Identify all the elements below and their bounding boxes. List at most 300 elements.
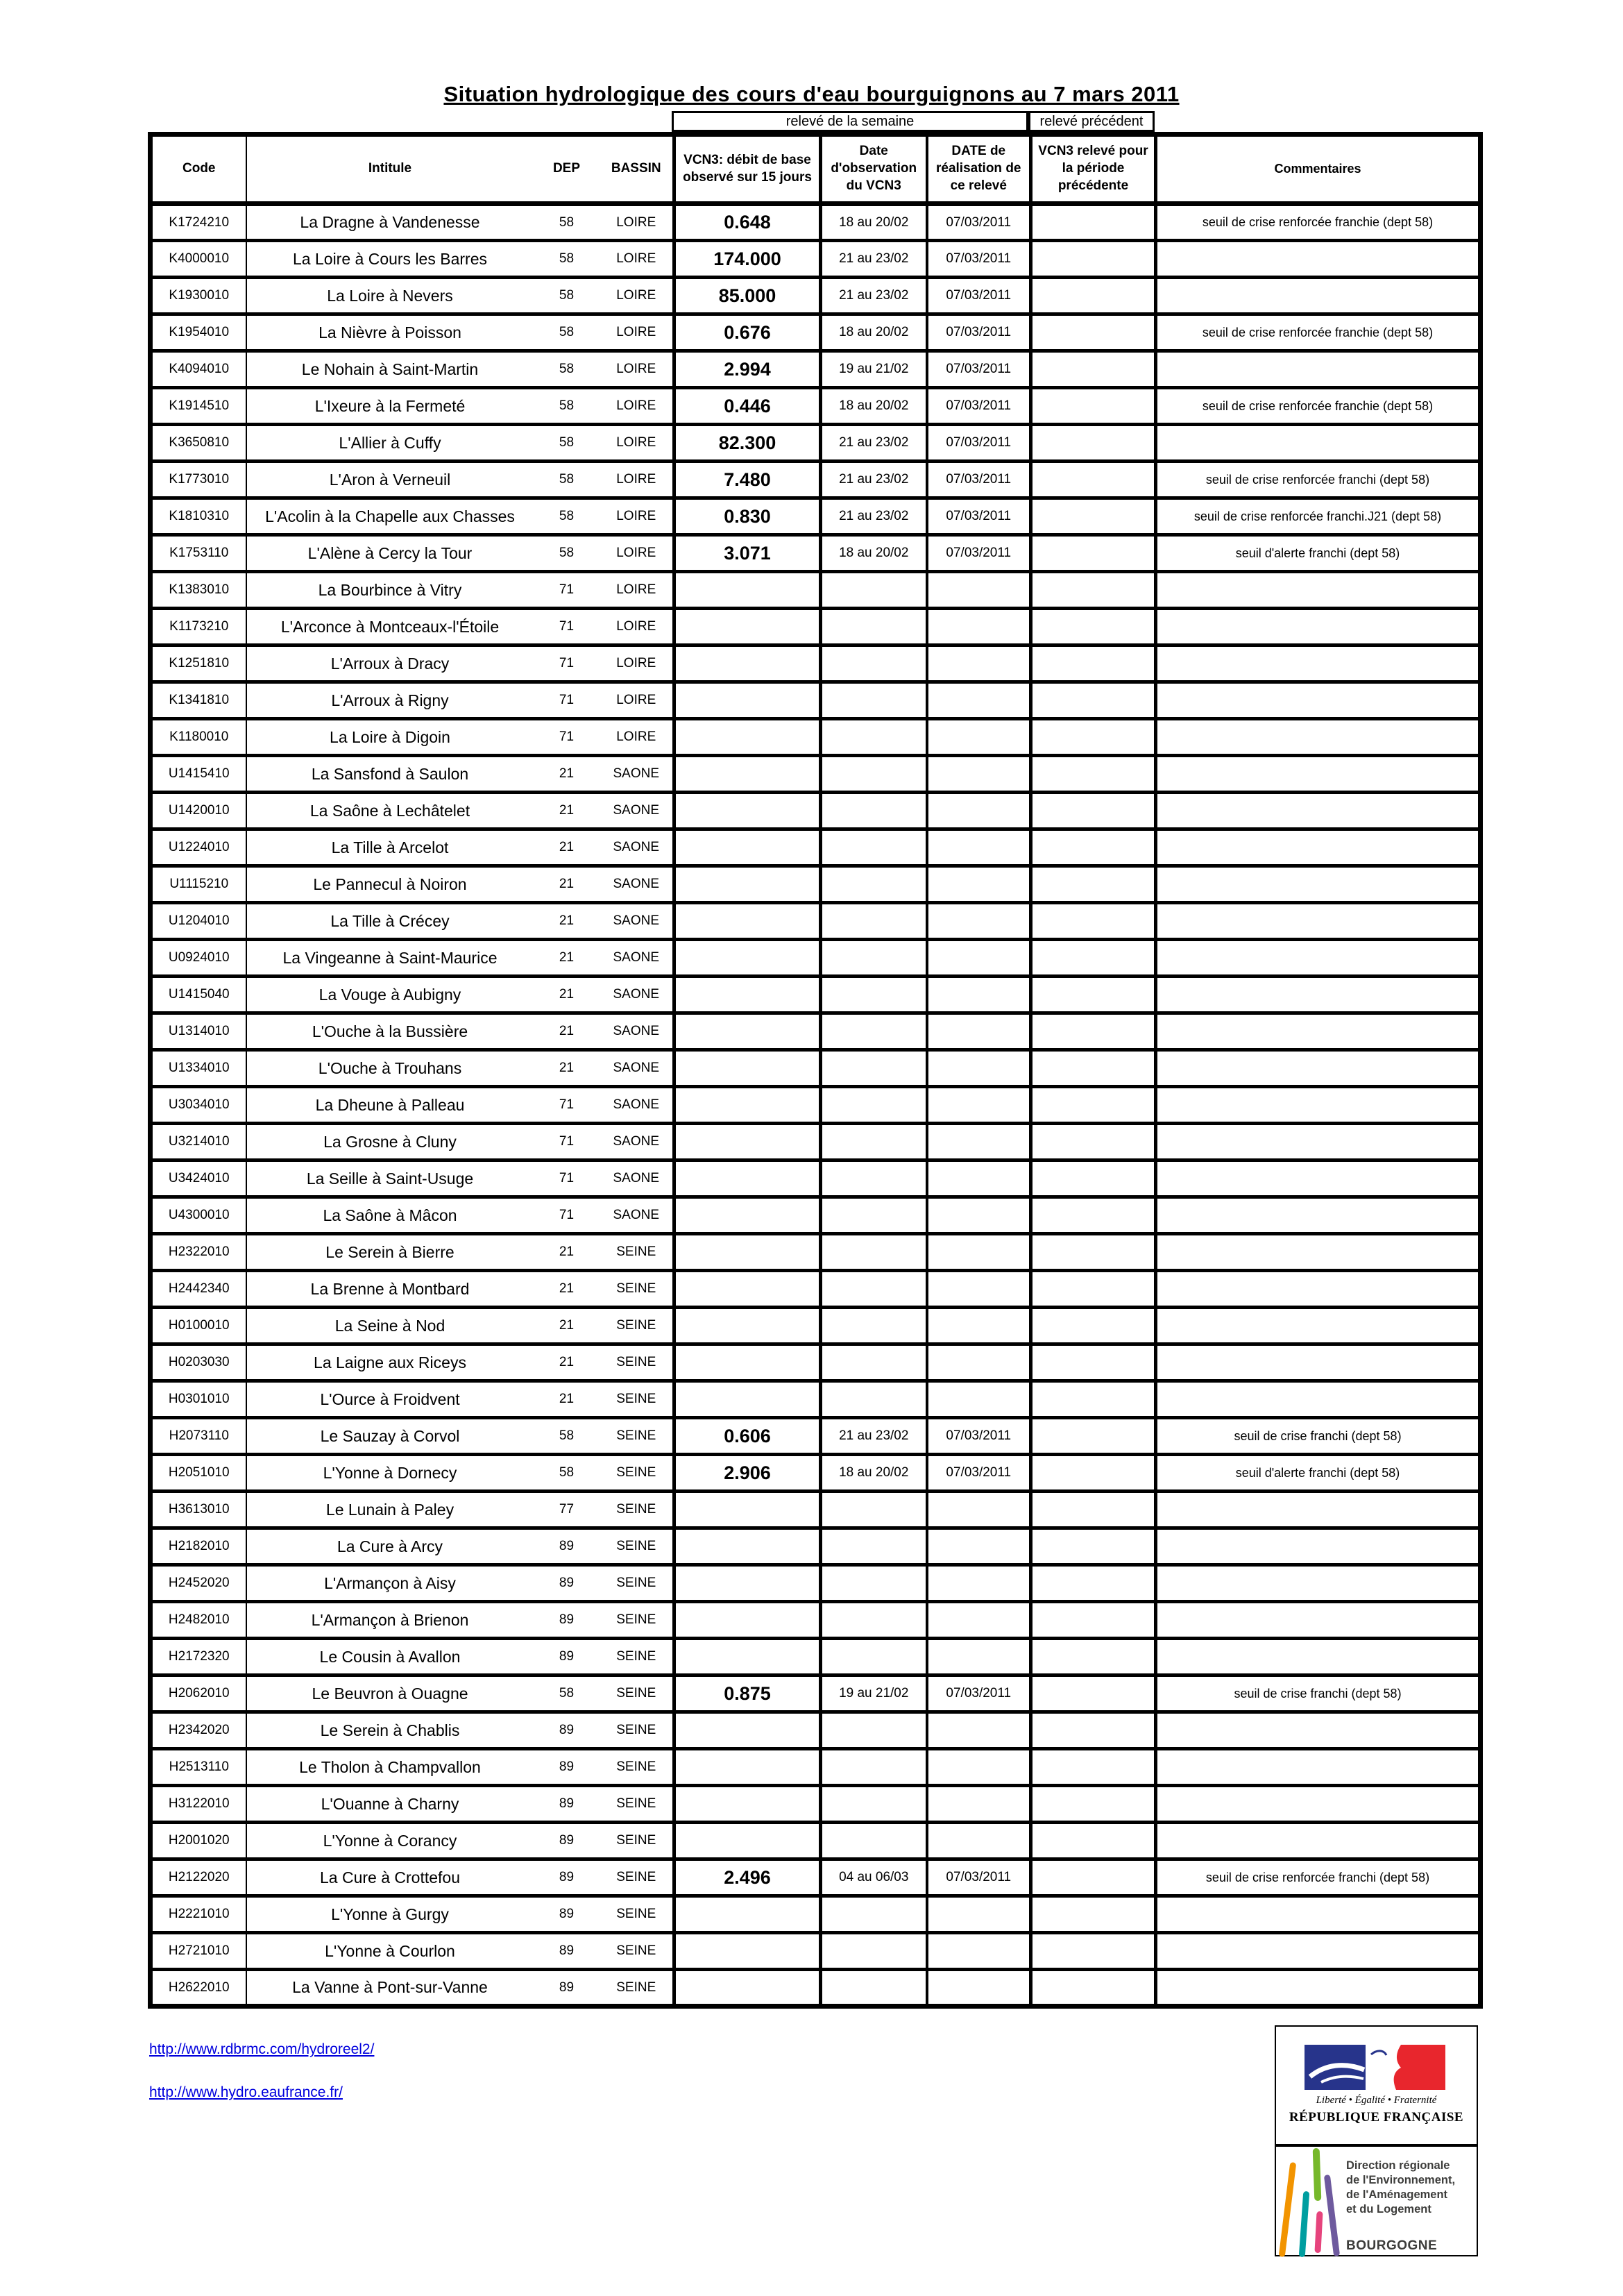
cell-dobs xyxy=(821,682,927,719)
cell-comment xyxy=(1156,1565,1481,1602)
cell-dobs xyxy=(821,1381,927,1418)
cell-dobs: 21 au 23/02 xyxy=(821,278,927,314)
cell-comment xyxy=(1156,351,1481,388)
cell-prev xyxy=(1031,1565,1156,1602)
cell-bassin: LOIRE xyxy=(600,462,674,498)
cell-intitule: La Nièvre à Poisson xyxy=(246,314,534,351)
cell-comment xyxy=(1156,1786,1481,1823)
cell-dobs xyxy=(821,1786,927,1823)
cell-bassin: SAONE xyxy=(600,1197,674,1234)
cell-vcn3: 0.648 xyxy=(674,204,821,241)
cell-bassin: SEINE xyxy=(600,1786,674,1823)
cell-bassin: SAONE xyxy=(600,1087,674,1124)
cell-code: H2442340 xyxy=(151,1271,246,1308)
cell-prev xyxy=(1031,351,1156,388)
cell-prev xyxy=(1031,1712,1156,1749)
table-row xyxy=(151,609,1481,645)
cell-dep: 71 xyxy=(534,682,600,719)
table-row xyxy=(151,756,1481,793)
cell-intitule: L'Ouanne à Charny xyxy=(246,1786,534,1823)
cell-dobs: 19 au 21/02 xyxy=(821,351,927,388)
dreal-title-line2: de l'Environnement, xyxy=(1346,2174,1456,2186)
cell-comment xyxy=(1156,1197,1481,1234)
cell-dreal xyxy=(927,1308,1031,1344)
cell-prev xyxy=(1031,793,1156,829)
cell-comment xyxy=(1156,1050,1481,1087)
table-row xyxy=(151,278,1481,314)
cell-code: K1914510 xyxy=(151,388,246,425)
cell-dep: 21 xyxy=(534,1050,600,1087)
cell-dreal xyxy=(927,829,1031,866)
cell-dep: 71 xyxy=(534,1124,600,1160)
cell-intitule: Le Cousin à Avallon xyxy=(246,1639,534,1675)
cell-dreal xyxy=(927,866,1031,903)
cell-intitule: Le Tholon à Champvallon xyxy=(246,1749,534,1786)
cell-intitule: L'Armançon à Aisy xyxy=(246,1565,534,1602)
dreal-region: BOURGOGNE xyxy=(1346,2238,1438,2253)
cell-dep: 21 xyxy=(534,977,600,1013)
cell-bassin: SEINE xyxy=(600,1749,674,1786)
cell-bassin: SEINE xyxy=(600,1823,674,1859)
col-header-intitule: Intitule xyxy=(246,135,534,204)
cell-bassin: SAONE xyxy=(600,1013,674,1050)
cell-prev xyxy=(1031,1786,1156,1823)
cell-vcn3: 2.906 xyxy=(674,1455,821,1492)
cell-prev xyxy=(1031,1639,1156,1675)
cell-prev xyxy=(1031,1308,1156,1344)
cell-comment: seuil de crise franchi (dept 58) xyxy=(1156,1675,1481,1712)
cell-dep: 58 xyxy=(534,462,600,498)
cell-dep: 58 xyxy=(534,351,600,388)
cell-intitule: La Loire à Digoin xyxy=(246,719,534,756)
cell-dep: 21 xyxy=(534,903,600,940)
cell-comment xyxy=(1156,609,1481,645)
cell-code: H2122020 xyxy=(151,1859,246,1896)
cell-vcn3: 2.496 xyxy=(674,1859,821,1896)
dreal-bar-teal-icon xyxy=(1299,2191,1310,2257)
cell-dobs xyxy=(821,1528,927,1565)
cell-vcn3 xyxy=(674,1197,821,1234)
table-row xyxy=(151,314,1481,351)
cell-vcn3 xyxy=(674,1013,821,1050)
col-header-vcn3-precedent: VCN3 relevé pour la période précédente xyxy=(1031,135,1156,204)
dreal-bourgogne-logo xyxy=(1275,2145,1478,2256)
cell-bassin: SAONE xyxy=(600,1124,674,1160)
cell-prev xyxy=(1031,940,1156,977)
cell-code: K1930010 xyxy=(151,278,246,314)
cell-intitule: La Dheune à Palleau xyxy=(246,1087,534,1124)
cell-dreal xyxy=(927,1565,1031,1602)
table-row xyxy=(151,425,1481,462)
cell-dreal xyxy=(927,793,1031,829)
cell-code: H2073110 xyxy=(151,1418,246,1455)
cell-vcn3: 0.606 xyxy=(674,1418,821,1455)
cell-dobs xyxy=(821,1197,927,1234)
cell-intitule: L'Arroux à Rigny xyxy=(246,682,534,719)
cell-prev xyxy=(1031,572,1156,609)
cell-dreal: 07/03/2011 xyxy=(927,204,1031,241)
cell-dreal xyxy=(927,1013,1031,1050)
cell-vcn3 xyxy=(674,793,821,829)
cell-dep: 89 xyxy=(534,1786,600,1823)
table-row xyxy=(151,1308,1481,1344)
cell-dreal xyxy=(927,1896,1031,1933)
cell-code: U1314010 xyxy=(151,1013,246,1050)
cell-vcn3 xyxy=(674,1639,821,1675)
cell-vcn3 xyxy=(674,1933,821,1970)
table-row xyxy=(151,1050,1481,1087)
cell-code: K3650810 xyxy=(151,425,246,462)
cell-vcn3 xyxy=(674,1271,821,1308)
cell-dep: 58 xyxy=(534,535,600,572)
cell-prev xyxy=(1031,1528,1156,1565)
cell-intitule: L'Yonne à Gurgy xyxy=(246,1896,534,1933)
cell-code: K1724210 xyxy=(151,204,246,241)
cell-dobs xyxy=(821,1271,927,1308)
cell-dreal xyxy=(927,940,1031,977)
table-row xyxy=(151,1786,1481,1823)
table-row xyxy=(151,462,1481,498)
cell-code: H2513110 xyxy=(151,1749,246,1786)
col-header-code: Code xyxy=(151,135,246,204)
cell-dep: 77 xyxy=(534,1492,600,1528)
cell-bassin: SAONE xyxy=(600,866,674,903)
table-row xyxy=(151,1639,1481,1675)
table-row xyxy=(151,572,1481,609)
table-row xyxy=(151,1197,1481,1234)
cell-code: U3034010 xyxy=(151,1087,246,1124)
cell-intitule: La Bourbince à Vitry xyxy=(246,572,534,609)
cell-prev xyxy=(1031,1050,1156,1087)
cell-dep: 71 xyxy=(534,1197,600,1234)
cell-comment xyxy=(1156,1528,1481,1565)
cell-bassin: SEINE xyxy=(600,1933,674,1970)
cell-vcn3 xyxy=(674,572,821,609)
cell-prev xyxy=(1031,1675,1156,1712)
cell-prev xyxy=(1031,278,1156,314)
cell-dobs: 21 au 23/02 xyxy=(821,498,927,535)
cell-intitule: La Vouge à Aubigny xyxy=(246,977,534,1013)
cell-intitule: L'Aron à Verneuil xyxy=(246,462,534,498)
cell-bassin: LOIRE xyxy=(600,535,674,572)
cell-intitule: L'Allier à Cuffy xyxy=(246,425,534,462)
cell-dobs xyxy=(821,1087,927,1124)
cell-dep: 71 xyxy=(534,645,600,682)
cell-vcn3 xyxy=(674,940,821,977)
cell-comment xyxy=(1156,1933,1481,1970)
cell-dreal xyxy=(927,1749,1031,1786)
cell-vcn3 xyxy=(674,903,821,940)
cell-vcn3 xyxy=(674,1786,821,1823)
cell-dreal xyxy=(927,1344,1031,1381)
cell-dreal xyxy=(927,1933,1031,1970)
cell-intitule: La Vanne à Pont-sur-Vanne xyxy=(246,1970,534,2007)
cell-dobs: 04 au 06/03 xyxy=(821,1859,927,1896)
cell-comment xyxy=(1156,278,1481,314)
cell-bassin: SAONE xyxy=(600,940,674,977)
cell-dep: 58 xyxy=(534,425,600,462)
cell-dep: 58 xyxy=(534,204,600,241)
cell-comment: seuil de crise renforcée franchie (dept 58) xyxy=(1156,388,1481,425)
cell-dep: 21 xyxy=(534,1344,600,1381)
cell-code: K4000010 xyxy=(151,241,246,278)
cell-comment xyxy=(1156,1602,1481,1639)
cell-bassin: LOIRE xyxy=(600,609,674,645)
cell-vcn3 xyxy=(674,1749,821,1786)
table-row xyxy=(151,903,1481,940)
cell-bassin: SEINE xyxy=(600,1565,674,1602)
cell-code: K1173210 xyxy=(151,609,246,645)
table-row xyxy=(151,1528,1481,1565)
cell-comment xyxy=(1156,1712,1481,1749)
cell-comment xyxy=(1156,1308,1481,1344)
cell-intitule: Le Serein à Bierre xyxy=(246,1234,534,1271)
cell-prev xyxy=(1031,682,1156,719)
cell-bassin: SEINE xyxy=(600,1308,674,1344)
cell-comment xyxy=(1156,903,1481,940)
cell-code: K1180010 xyxy=(151,719,246,756)
cell-dep: 21 xyxy=(534,756,600,793)
dreal-title-line3: de l'Aménagement xyxy=(1346,2188,1448,2201)
cell-intitule: L'Ouche à Trouhans xyxy=(246,1050,534,1087)
cell-vcn3 xyxy=(674,1528,821,1565)
cell-intitule: La Tille à Arcelot xyxy=(246,829,534,866)
cell-comment xyxy=(1156,1344,1481,1381)
cell-comment xyxy=(1156,1381,1481,1418)
table-row xyxy=(151,1859,1481,1896)
cell-prev xyxy=(1031,719,1156,756)
link-hydro-eaufrance[interactable]: http://www.hydro.eaufrance.fr/ xyxy=(149,2084,343,2100)
cell-code: H2452020 xyxy=(151,1565,246,1602)
cell-code: K1383010 xyxy=(151,572,246,609)
cell-intitule: La Laigne aux Riceys xyxy=(246,1344,534,1381)
cell-comment xyxy=(1156,829,1481,866)
cell-dep: 58 xyxy=(534,1455,600,1492)
cell-code: K1341810 xyxy=(151,682,246,719)
cell-dep: 58 xyxy=(534,388,600,425)
cell-comment xyxy=(1156,756,1481,793)
rf-motto: Liberté • Égalité • Fraternité xyxy=(1316,2095,1437,2106)
cell-bassin: SEINE xyxy=(600,1528,674,1565)
cell-dreal: 07/03/2011 xyxy=(927,462,1031,498)
cell-dobs xyxy=(821,903,927,940)
cell-prev xyxy=(1031,388,1156,425)
cell-prev xyxy=(1031,1933,1156,1970)
cell-dreal xyxy=(927,1271,1031,1308)
cell-vcn3 xyxy=(674,1050,821,1087)
cell-dobs xyxy=(821,793,927,829)
table-row xyxy=(151,940,1481,977)
table-row xyxy=(151,1455,1481,1492)
cell-code: U4300010 xyxy=(151,1197,246,1234)
table-row xyxy=(151,241,1481,278)
dreal-title xyxy=(1346,2159,1472,2217)
table-row xyxy=(151,1970,1481,2007)
cell-intitule: La Dragne à Vandenesse xyxy=(246,204,534,241)
cell-dobs xyxy=(821,1896,927,1933)
cell-code: K4094010 xyxy=(151,351,246,388)
cell-dobs xyxy=(821,1124,927,1160)
cell-comment: seuil de crise renforcée franchi (dept 58) xyxy=(1156,462,1481,498)
cell-code: U1204010 xyxy=(151,903,246,940)
table-row xyxy=(151,719,1481,756)
cell-vcn3: 2.994 xyxy=(674,351,821,388)
cell-code: U3424010 xyxy=(151,1160,246,1197)
cell-bassin: SAONE xyxy=(600,977,674,1013)
cell-dobs: 19 au 21/02 xyxy=(821,1675,927,1712)
cell-code: K1753110 xyxy=(151,535,246,572)
cell-bassin: SEINE xyxy=(600,1344,674,1381)
col-header-dep: DEP xyxy=(534,135,600,204)
cell-code: H3122010 xyxy=(151,1786,246,1823)
cell-dobs xyxy=(821,1160,927,1197)
cell-dreal: 07/03/2011 xyxy=(927,314,1031,351)
cell-intitule: La Brenne à Montbard xyxy=(246,1271,534,1308)
cell-vcn3 xyxy=(674,1381,821,1418)
cell-dep: 58 xyxy=(534,498,600,535)
cell-comment xyxy=(1156,1160,1481,1197)
dreal-bar-purple-icon xyxy=(1324,2175,1340,2256)
cell-bassin: SAONE xyxy=(600,829,674,866)
cell-comment: seuil de crise renforcée franchi (dept 58) xyxy=(1156,1859,1481,1896)
cell-dobs xyxy=(821,1013,927,1050)
cell-prev xyxy=(1031,1602,1156,1639)
cell-prev xyxy=(1031,535,1156,572)
cell-vcn3 xyxy=(674,756,821,793)
table-row xyxy=(151,1749,1481,1786)
cell-dobs xyxy=(821,1308,927,1344)
cell-dep: 89 xyxy=(534,1528,600,1565)
cell-comment: seuil d'alerte franchi (dept 58) xyxy=(1156,535,1481,572)
cell-vcn3 xyxy=(674,1896,821,1933)
cell-dobs xyxy=(821,1565,927,1602)
cell-dreal xyxy=(927,609,1031,645)
cell-dep: 21 xyxy=(534,829,600,866)
cell-dep: 21 xyxy=(534,1013,600,1050)
cell-code: K1810310 xyxy=(151,498,246,535)
table-row xyxy=(151,1492,1481,1528)
cell-bassin: SEINE xyxy=(600,1712,674,1749)
cell-bassin: SEINE xyxy=(600,1381,674,1418)
cell-dreal xyxy=(927,719,1031,756)
cell-intitule: La Saône à Mâcon xyxy=(246,1197,534,1234)
cell-dep: 21 xyxy=(534,1308,600,1344)
cell-dreal xyxy=(927,1234,1031,1271)
cell-intitule: Le Serein à Chablis xyxy=(246,1712,534,1749)
cell-bassin: SAONE xyxy=(600,1160,674,1197)
cell-intitule: L'Armançon à Brienon xyxy=(246,1602,534,1639)
cell-bassin: LOIRE xyxy=(600,241,674,278)
cell-dobs xyxy=(821,1933,927,1970)
cell-dep: 21 xyxy=(534,793,600,829)
dreal-title-line4: et du Logement xyxy=(1346,2203,1431,2215)
cell-comment xyxy=(1156,425,1481,462)
cell-bassin: LOIRE xyxy=(600,425,674,462)
cell-bassin: LOIRE xyxy=(600,719,674,756)
link-rdbrmc-hydroreel[interactable]: http://www.rdbrmc.com/hydroreel2/ xyxy=(149,2041,375,2057)
cell-dobs xyxy=(821,866,927,903)
cell-prev xyxy=(1031,1896,1156,1933)
cell-intitule: Le Nohain à Saint-Martin xyxy=(246,351,534,388)
cell-code: H2001020 xyxy=(151,1823,246,1859)
cell-dreal xyxy=(927,756,1031,793)
rf-name: RÉPUBLIQUE FRANÇAISE xyxy=(1289,2110,1464,2125)
cell-dep: 58 xyxy=(534,1675,600,1712)
cell-prev xyxy=(1031,1124,1156,1160)
cell-comment: seuil de crise renforcée franchie (dept 58) xyxy=(1156,314,1481,351)
cell-bassin: SAONE xyxy=(600,1050,674,1087)
cell-dreal xyxy=(927,1823,1031,1859)
cell-comment xyxy=(1156,1271,1481,1308)
cell-code: H2721010 xyxy=(151,1933,246,1970)
cell-dobs xyxy=(821,1970,927,2007)
cell-comment xyxy=(1156,682,1481,719)
cell-dep: 71 xyxy=(534,1160,600,1197)
cell-code: U1224010 xyxy=(151,829,246,866)
cell-code: H2622010 xyxy=(151,1970,246,2007)
cell-dobs xyxy=(821,1234,927,1271)
cell-code: K1954010 xyxy=(151,314,246,351)
cell-dreal xyxy=(927,1639,1031,1675)
cell-intitule: L'Alène à Cercy la Tour xyxy=(246,535,534,572)
cell-prev xyxy=(1031,1749,1156,1786)
cell-dep: 58 xyxy=(534,241,600,278)
table-row xyxy=(151,1344,1481,1381)
cell-comment: seuil d'alerte franchi (dept 58) xyxy=(1156,1455,1481,1492)
cell-prev xyxy=(1031,1197,1156,1234)
cell-dobs xyxy=(821,977,927,1013)
dreal-bar-green-icon xyxy=(1313,2148,1322,2201)
cell-vcn3 xyxy=(674,1160,821,1197)
cell-bassin: LOIRE xyxy=(600,314,674,351)
cell-prev xyxy=(1031,645,1156,682)
cell-prev xyxy=(1031,1970,1156,2007)
table-row xyxy=(151,1234,1481,1271)
cell-prev xyxy=(1031,1418,1156,1455)
cell-dreal xyxy=(927,572,1031,609)
cell-bassin: SEINE xyxy=(600,1970,674,2007)
cell-dep: 71 xyxy=(534,572,600,609)
cell-dobs xyxy=(821,756,927,793)
cell-code: U3214010 xyxy=(151,1124,246,1160)
cell-vcn3 xyxy=(674,1565,821,1602)
cell-prev xyxy=(1031,204,1156,241)
cell-code: H2482010 xyxy=(151,1602,246,1639)
cell-dreal xyxy=(927,1786,1031,1823)
cell-dep: 58 xyxy=(534,278,600,314)
cell-dreal xyxy=(927,1528,1031,1565)
cell-dobs xyxy=(821,1602,927,1639)
cell-dep: 21 xyxy=(534,1271,600,1308)
cell-dep: 89 xyxy=(534,1639,600,1675)
cell-vcn3 xyxy=(674,977,821,1013)
cell-vcn3 xyxy=(674,866,821,903)
cell-bassin: LOIRE xyxy=(600,204,674,241)
republique-francaise-logo xyxy=(1275,2025,1478,2145)
cell-bassin: SEINE xyxy=(600,1859,674,1896)
cell-vcn3: 0.830 xyxy=(674,498,821,535)
cell-dobs: 18 au 20/02 xyxy=(821,314,927,351)
cell-dep: 71 xyxy=(534,609,600,645)
cell-intitule: L'Ixeure à la Fermeté xyxy=(246,388,534,425)
cell-bassin: LOIRE xyxy=(600,388,674,425)
cell-intitule: L'Yonne à Corancy xyxy=(246,1823,534,1859)
cell-comment xyxy=(1156,241,1481,278)
cell-dobs xyxy=(821,645,927,682)
cell-dreal xyxy=(927,1602,1031,1639)
cell-dep: 89 xyxy=(534,1749,600,1786)
cell-dreal xyxy=(927,1712,1031,1749)
